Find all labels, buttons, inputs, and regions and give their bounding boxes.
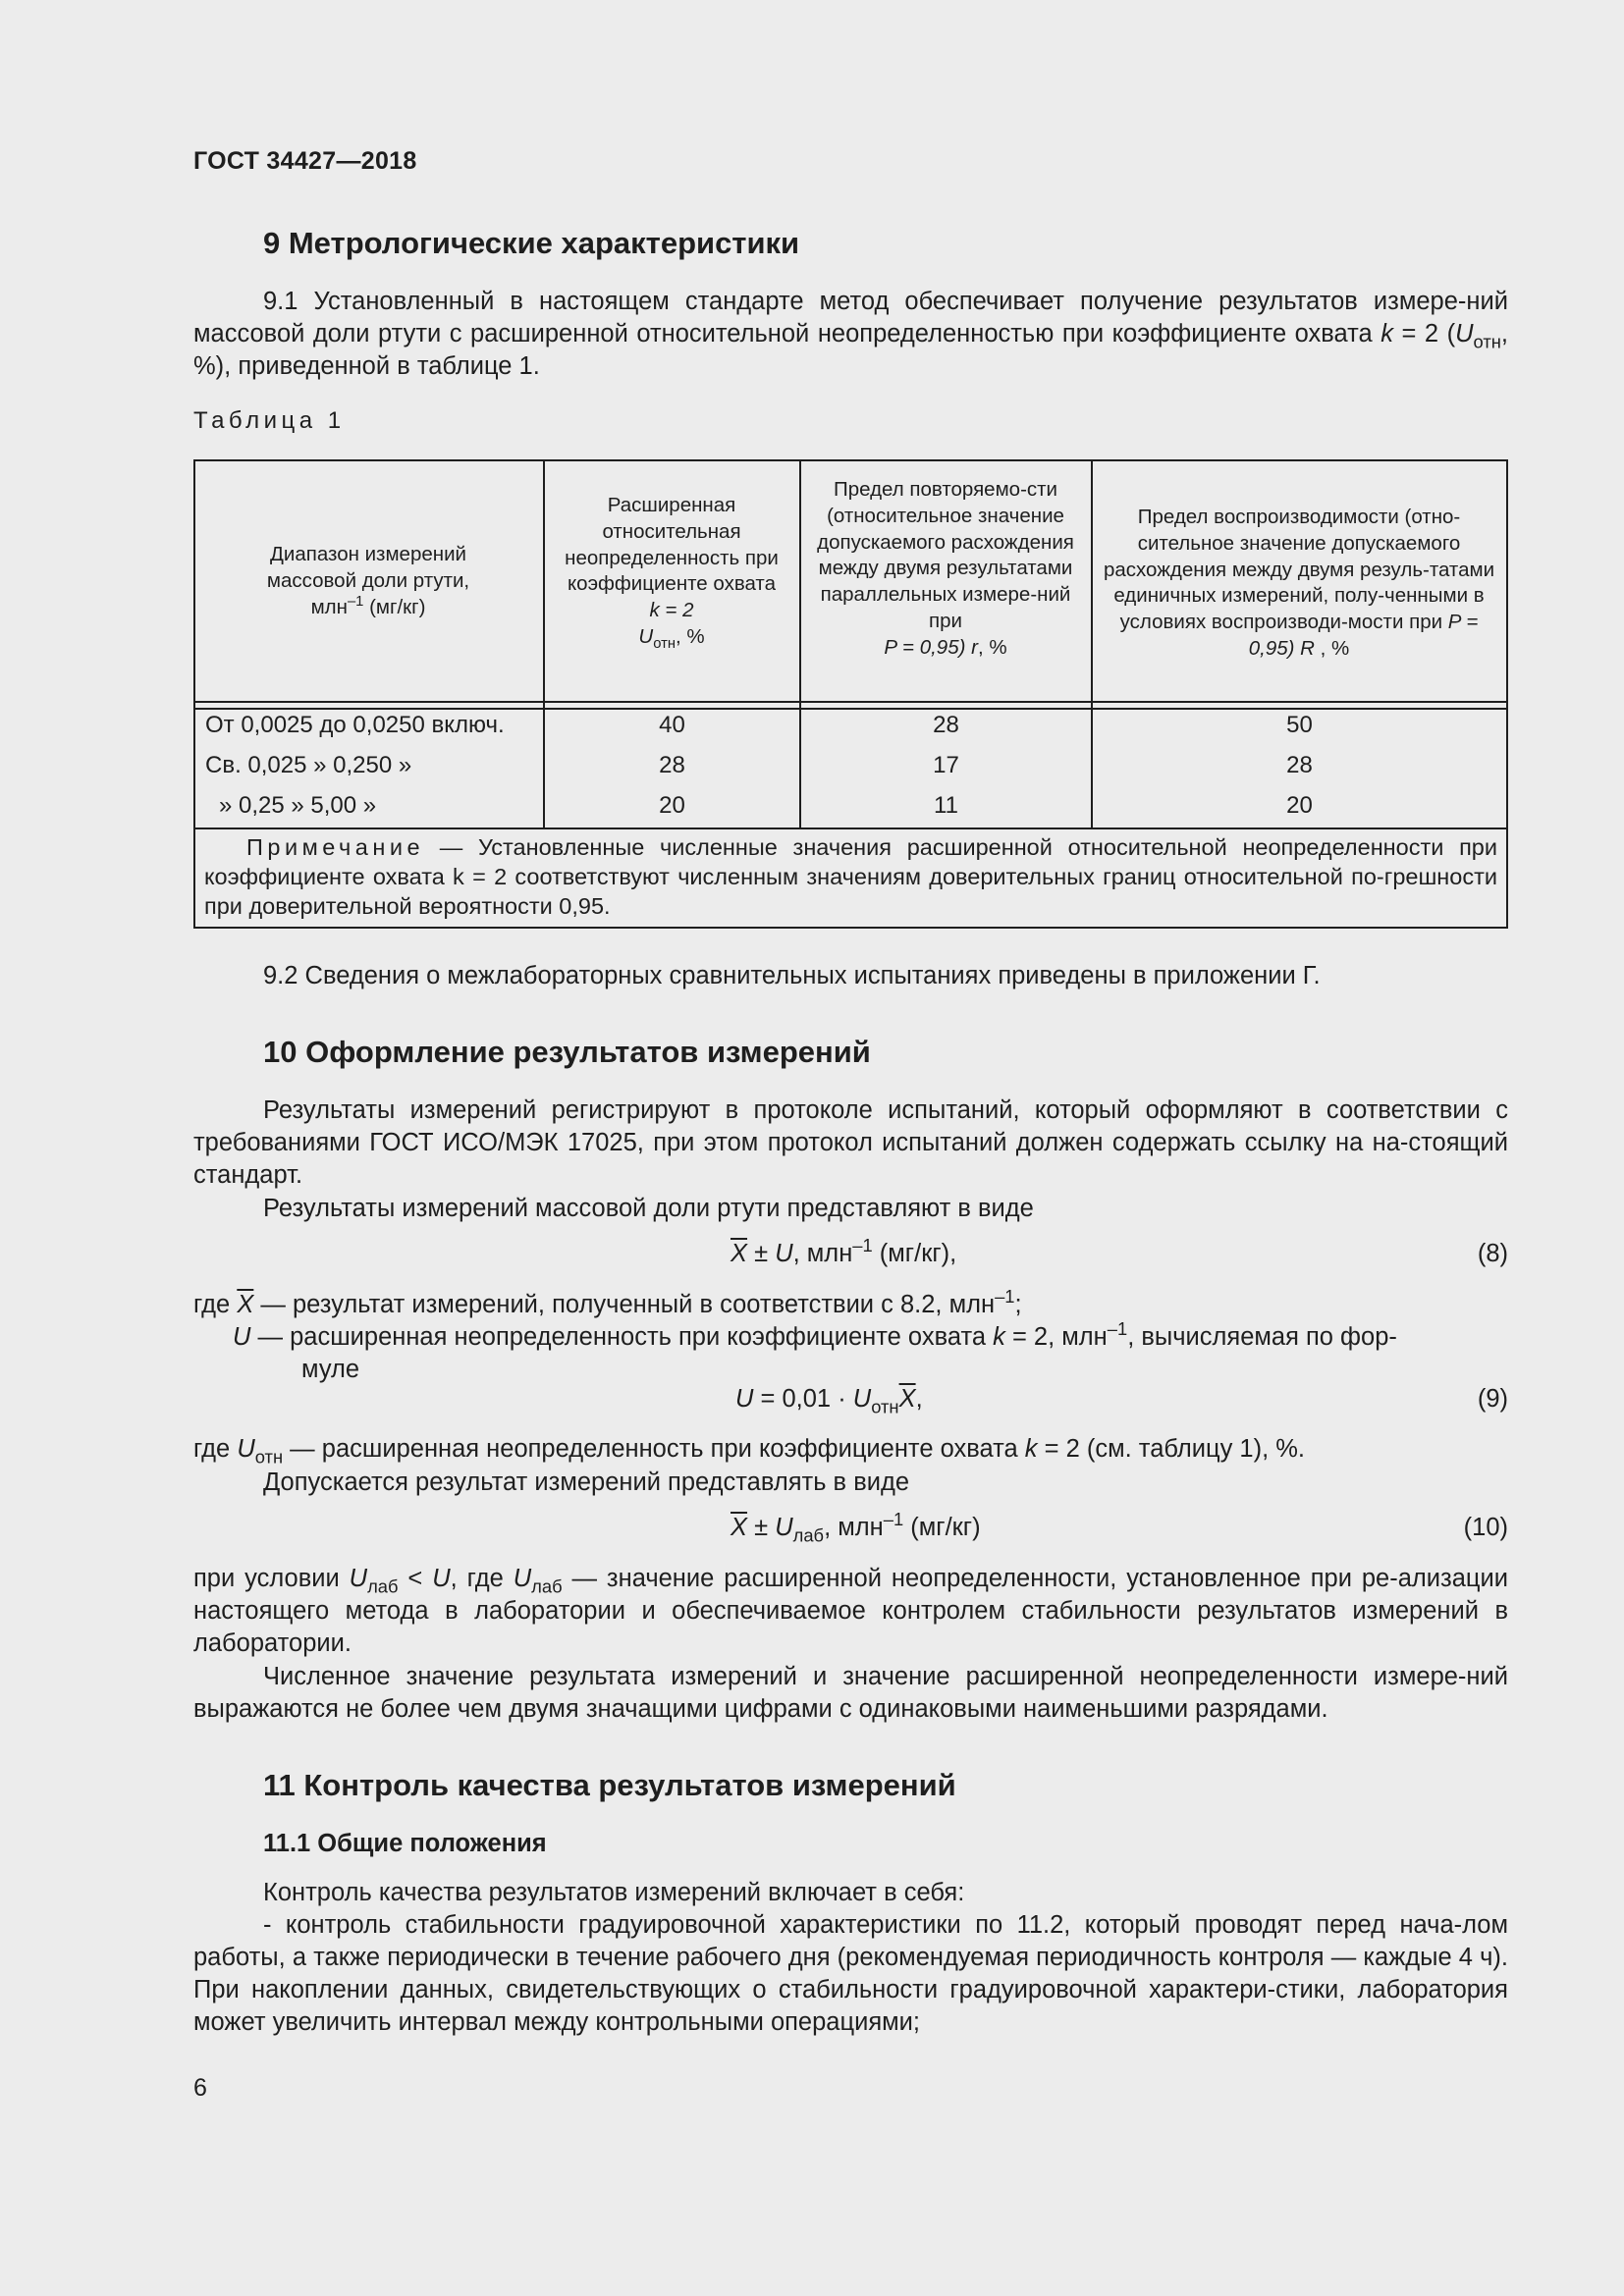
table-1	[193, 459, 1508, 929]
equation-8: $\overline{X} \pm U$, млн$^{-1}$ (мг/кг),	[731, 1234, 957, 1267]
equation-10: $\overline{X} \pm U_{лаб}$, млн$^{-1}$ (мг/кг)	[731, 1508, 981, 1546]
table-cell-repeatability: 17	[933, 752, 959, 778]
equation-9-number: (9)	[1477, 1385, 1508, 1413]
paragraph-10-2: Результаты измерений массовой доли ртути представляют в виде	[263, 1195, 1034, 1222]
table-cell-uncertainty: 28	[659, 752, 685, 778]
table-cell-range: Св. 0,025 » 0,250 »	[205, 752, 412, 778]
table-cell-uncertainty: 40	[659, 712, 685, 738]
where-u-line-cont: муле	[301, 1356, 360, 1383]
table-cell-range: От 0,0025 до 0,0250 включ.	[205, 712, 505, 738]
table-note: Примечание — Установленные численные значения расширенной относительной неопределенности при коэффициенте охвата k = 2 соответствуют численным значениям доверительных границ относительной по-грешности при доверительной вероятности 0,95.	[204, 834, 1497, 919]
where-u-line: U — расширенная неопределенность при коэффициенте охвата k = 2, млн$^{-1}$, вычисляемая по фор-	[233, 1317, 1397, 1351]
table-cell-reproducibility: 28	[1286, 752, 1313, 778]
paragraph-10-1: Результаты измерений регистрируют в протоколе испытаний, который оформляют в соответствии с требованиями ГОСТ ИСО/МЭК 17025, при этом протокол испытаний должен содержать ссылку на на-стоящий стандарт.	[193, 1096, 1508, 1189]
where-uotn-line: где $U_{отн}$ — расширенная неопределенность при коэффициенте охвата k = 2 (см. таблицу 1), %.	[193, 1435, 1306, 1468]
paragraph-11-1: Контроль качества результатов измерений включает в себя:	[263, 1879, 965, 1906]
table-cell-repeatability: 28	[933, 712, 959, 738]
equation-10-number: (10)	[1463, 1514, 1508, 1541]
table-cell-repeatability: 11	[934, 792, 958, 819]
equation-9: $U = 0,01 \cdot U_{отн}\overline{X}$,	[735, 1385, 923, 1417]
table-cell-reproducibility: 20	[1286, 792, 1313, 819]
section-9-title: 9 Метрологические характеристики	[263, 226, 800, 260]
header-reproducibility: Предел воспроизводимости (отно-сительное значение допускаемого расхождения между двумя резуль-татами единичных измерений, полу-ченными в условиях воспроизводи-мости при P = 0,95) R , %	[1103, 506, 1495, 660]
where-x-line: где $\overline{X}$ — результат измерений, полученный в соответствии с 8.2, млн$^{-1}$;	[193, 1285, 1022, 1318]
subsection-11-1-title: 11.1 Общие положения	[263, 1830, 547, 1857]
paragraph-9-1: 9.1 Установленный в настоящем стандарте метод обеспечивает получение результатов измере-ний массовой доли ртути с расширенной относительной неопределенностью при коэффициенте охвата k = 2 ($U_{отн}$, %), приведенной в таблице 1.	[193, 288, 1508, 380]
table-cell-range: » 0,25 » 5,00 »	[219, 792, 377, 819]
paragraph-11-2: - контроль стабильности градуировочной характеристики по 11.2, который проводят перед нача-лом работы, а также периодически в течение рабочего дня (рекомендуемая периодичность контроля — каждые 4 ч). При накоплении данных, свидетельствующих о стабильности градуировочной характери-стики, лаборатория может увеличить интервал между контрольными операциями;	[193, 1911, 1508, 2036]
document-header: ГОСТ 34427—2018	[193, 147, 417, 175]
paragraph-10-5: Численное значение результата измерений и значение расширенной неопределенности измере-ний выражаются не более чем двумя значащими цифрами с одинаковыми наименьшими разрядами.	[193, 1663, 1508, 1723]
header-range: Диапазон измерений массовой доли ртути, млн$^{-1}$ (мг/кг)	[266, 543, 470, 618]
section-10-title: 10 Оформление результатов измерений	[263, 1035, 871, 1069]
paragraph-10-4: при условии $U_{лаб} < U$, где $U_{лаб}$ — значение расширенной неопределенности, установленное при ре-ализации настоящего метода в лаборатории и обеспечиваемое контролем стабильности результатов измерений в лаборатории.	[193, 1565, 1508, 1657]
header-repeatability: Предел повторяемо-сти (относительное значение допускаемого расхождения между двумя результатами параллельных измере-ний при P = 0,95) r, %	[817, 478, 1074, 659]
equation-8-number: (8)	[1477, 1240, 1508, 1267]
page-number: 6	[193, 2074, 207, 2102]
header-uncertainty: Расширенная относительная неопределенность при коэффициенте охвата k = 2 $U_{отн}$, %	[565, 494, 779, 653]
section-11-title: 11 Контроль качества результатов измерений	[263, 1768, 956, 1802]
paragraph-10-3: Допускается результат измерений представлять в виде	[263, 1468, 910, 1496]
paragraph-9-2: 9.2 Сведения о межлабораторных сравнительных испытаниях приведены в приложении Г.	[263, 962, 1321, 989]
table-caption: Таблица 1	[193, 407, 346, 434]
table-cell-reproducibility: 50	[1286, 712, 1313, 738]
table-cell-uncertainty: 20	[659, 792, 685, 819]
